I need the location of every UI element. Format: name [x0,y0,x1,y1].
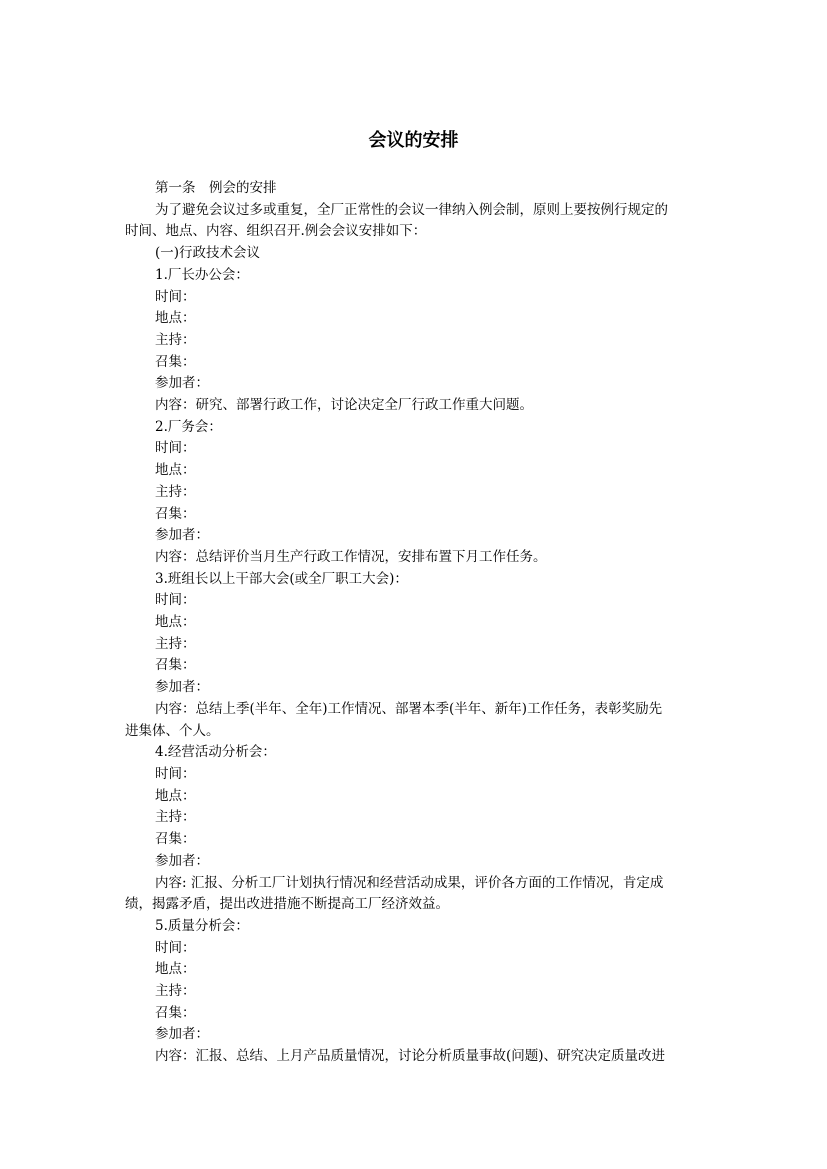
paragraph-text: 主持： [155,983,196,1000]
paragraph [125,460,705,482]
paragraph [125,547,705,569]
paragraph [125,807,705,829]
paragraph [125,569,705,591]
paragraph-text: 地点： [155,462,196,479]
paragraph [125,590,705,612]
paragraph [125,265,705,287]
paragraph-text: 4.经营活动分析会： [155,744,276,761]
paragraph-text: 主持： [155,331,196,348]
paragraph-text: 参加者： [155,375,209,392]
paragraph-text: 时间： [155,440,196,457]
paragraph [125,742,705,764]
paragraph-text: 召集： [155,1004,196,1021]
paragraph [125,938,705,960]
paragraph-text: 为了避免会议过多或重复，全厂正常性的会议一律纳入例会制，原则上要按例行规定的 [155,201,668,218]
paragraph [125,373,705,395]
paragraph [125,851,705,873]
paragraph [125,959,705,981]
paragraph [125,287,705,309]
paragraph-text: 主持： [155,635,196,652]
paragraph-text: 参加者： [155,852,209,869]
paragraph [125,916,705,938]
paragraph [125,829,705,851]
paragraph [125,699,705,742]
paragraph-text: 第一条 例会的安排 [155,180,277,196]
paragraph [125,786,705,808]
paragraph-text: 内容：总结上季(半年、全年)工作情况、部署本季(半年、新年)工作任务，表彰奖励先 [155,700,663,717]
paragraph-continuation: 绩，揭露矛盾，提出改进措施不断提高工厂经济效益。 [125,896,449,913]
paragraph [125,873,705,916]
paragraph [125,330,705,352]
paragraph-text: 2.厂务会： [155,418,222,435]
paragraph [125,764,705,786]
paragraph-continuation: 时间、地点、内容、组织召开.例会会议安排如下： [125,223,427,240]
paragraph-text: 召集： [155,657,196,674]
paragraph-text: 时间： [155,939,196,956]
paragraph-text: 地点： [155,961,196,978]
paragraph-text: (一)行政技术会议 [155,245,261,262]
paragraph-text: 主持： [155,809,196,826]
paragraph [125,243,705,265]
paragraph [125,178,705,200]
paragraph-text: 5.质量分析会： [155,917,249,934]
paragraph [125,634,705,656]
paragraph-text: 召集： [155,505,196,522]
paragraph-text: 召集： [155,353,196,370]
paragraph-text: 3.班组长以上干部大会(或全厂职工大会)： [155,570,408,587]
paragraph [125,655,705,677]
paragraph-text: 地点： [155,310,196,327]
paragraph-text: 召集： [155,831,196,848]
paragraph-text: 参加者： [155,1026,209,1043]
document-body [125,178,705,1068]
paragraph [125,352,705,374]
paragraph-text: 1.厂长办公会： [155,266,249,283]
paragraph [125,482,705,504]
paragraph [125,308,705,330]
paragraph [125,612,705,634]
paragraph [125,200,705,243]
paragraph [125,1046,705,1068]
paragraph-text: 内容：研究、部署行政工作，讨论决定全厂行政工作重大问题。 [155,397,533,414]
paragraph-text: 时间： [155,765,196,782]
paragraph [125,1024,705,1046]
paragraph-text: 内容：汇报、总结、上月产品质量情况，讨论分析质量事故(问题)、研究决定质量改进 [155,1048,666,1065]
paragraph-continuation: 进集体、个人。 [125,722,220,739]
paragraph [125,981,705,1003]
paragraph [125,438,705,460]
paragraph [125,1003,705,1025]
paragraph-text: 时间： [155,288,196,305]
paragraph-text: 内容：总结评价当月生产行政工作情况，安排布置下月工作任务。 [155,548,547,565]
paragraph [125,395,705,417]
paragraph-text: 地点： [155,787,196,804]
paragraph-text: 主持： [155,483,196,500]
paragraph-text: 内容: 汇报、分析工厂计划执行情况和经营活动成果，评价各方面的工作情况，肯定成 [155,874,664,891]
paragraph [125,525,705,547]
paragraph-text: 参加者： [155,527,209,544]
paragraph-text: 地点： [155,614,196,631]
paragraph-text: 时间： [155,592,196,609]
document-title: 会议的安排 [368,130,459,151]
paragraph [125,504,705,526]
paragraph [125,417,705,439]
paragraph [125,677,705,699]
paragraph-text: 参加者： [155,679,209,696]
